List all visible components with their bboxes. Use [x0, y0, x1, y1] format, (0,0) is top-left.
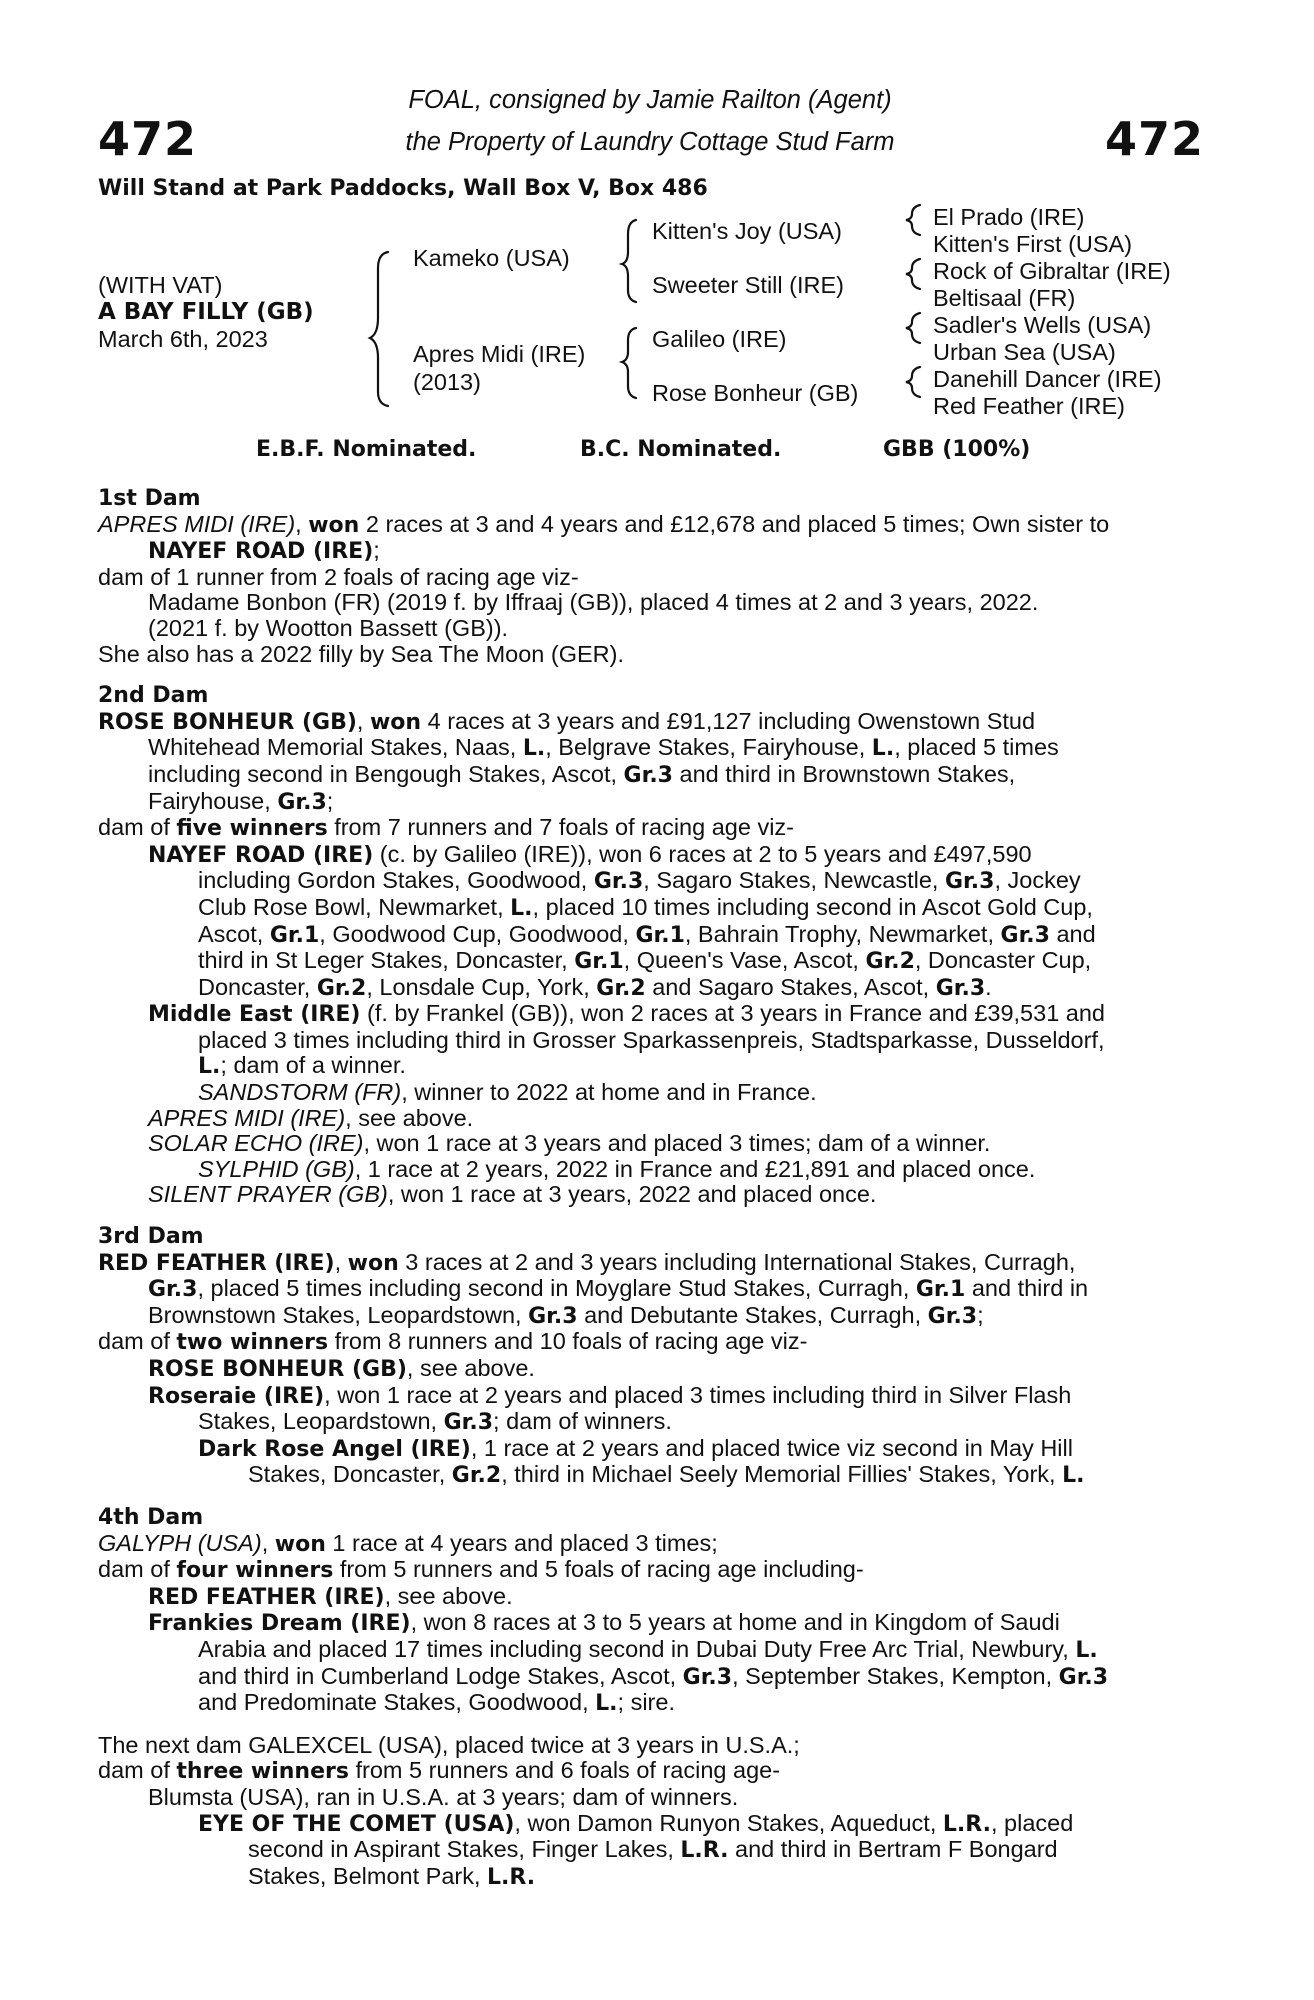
- pedigree-dam-year: (2013): [413, 369, 481, 395]
- consignment-line-1: FOAL, consigned by Jamie Railton (Agent): [408, 86, 892, 114]
- text-run: and Sagaro Stakes, Ascot,: [645, 973, 936, 1000]
- bold-text: won: [347, 1250, 399, 1276]
- record-line: [98, 1690, 1204, 1717]
- record-line: [98, 1637, 1204, 1664]
- pedigree-sire-sire: Kitten's Joy (USA): [652, 218, 842, 244]
- foaling-date: March 6th, 2023: [98, 326, 268, 352]
- bold-text: Gr.3: [682, 1664, 733, 1690]
- text-run: , 1 race at 2 years, 2022 in France and £21,891 and placed once.: [354, 1155, 1036, 1182]
- text-run: ,: [334, 1248, 348, 1275]
- pedigree-dam: Apres Midi (IRE): [413, 341, 586, 367]
- text-run: Club Rose Bowl, Newmarket,: [198, 893, 511, 920]
- text-run: , placed 10 times including second in Ascot Gold Cup,: [532, 893, 1093, 920]
- bold-text: RED FEATHER (IRE): [98, 1250, 335, 1276]
- record-line: [98, 1664, 1204, 1691]
- text-run: (2021 f. by Wootton Bassett (GB)).: [148, 614, 509, 641]
- text-run: ; dam of a winner.: [220, 1052, 406, 1079]
- bold-text: L.R.: [942, 1811, 991, 1837]
- text-run: , Lonsdale Cup, York,: [366, 973, 597, 1000]
- text-run: Arabia and placed 17 times including second in Dubai Duty Free Arc Trial, Newbury,: [198, 1635, 1076, 1662]
- record-line: [98, 1837, 1204, 1864]
- bold-text: EYE OF THE COMET (USA): [198, 1811, 515, 1837]
- bold-text: L.R.: [680, 1838, 729, 1864]
- dam-section: [98, 486, 1204, 667]
- text-run: including second in Bengough Stakes, Ascot,: [148, 760, 624, 787]
- text-run: Madame Bonbon (FR) (2019 f. by Iffraaj (GB)), placed 4 times at 2 and 3 years, 2022.: [148, 589, 1039, 616]
- text-run: , see above.: [406, 1355, 535, 1381]
- bold-text: Gr.3: [1000, 922, 1050, 948]
- record-line: [98, 1157, 1204, 1183]
- text-run: dam of: [98, 1556, 177, 1583]
- record-line: [98, 1531, 1204, 1558]
- record-line: [98, 1001, 1204, 1028]
- text-run: The next dam GALEXCEL (USA), placed twice at 3 years in U.S.A.;: [98, 1731, 800, 1758]
- text-run: dam of: [98, 1328, 177, 1355]
- text-run: Blumsta (USA), ran in U.S.A. at 3 years; dam of winners.: [148, 1783, 739, 1810]
- text-run: , placed 5 times: [894, 734, 1059, 761]
- record-line: [98, 735, 1204, 762]
- bold-text: Frankies Dream (IRE): [148, 1611, 411, 1637]
- record-line: [98, 1610, 1204, 1637]
- pedigree-ggen-3: Rock of Gibraltar (IRE): [933, 258, 1171, 284]
- bold-text: L.: [871, 736, 895, 762]
- text-run: She also has a 2022 filly by Sea The Moon (GER).: [98, 640, 624, 667]
- record-line: [98, 1053, 1204, 1080]
- bold-text: won: [369, 709, 422, 735]
- pedigree-ggen-7: Danehill Dancer (IRE): [933, 366, 1162, 392]
- text-run: third in St Leger Stakes, Doncaster,: [198, 947, 575, 974]
- record-line: [98, 1436, 1204, 1463]
- dam-section: [98, 1224, 1204, 1489]
- bold-text: Gr.3: [623, 762, 673, 788]
- bold-text: Gr.3: [935, 975, 986, 1001]
- record-line: [98, 895, 1204, 922]
- text-run: (f. by Frankel (GB)), won 2 races at 3 years in France and £39,531 and: [360, 1000, 1105, 1027]
- text-run: from 5 runners and 5 foals of racing age including-: [333, 1556, 864, 1583]
- record-line: [98, 565, 1204, 591]
- text-run: , third in Michael Seely Memorial Fillies' Stakes, York,: [501, 1461, 1063, 1488]
- dam-section-heading: 3rd Dam: [98, 1224, 204, 1250]
- pedigree-ggen-1: El Prado (IRE): [933, 204, 1085, 230]
- dam-section-heading: 4th Dam: [98, 1504, 204, 1530]
- text-run: , Queen's Vase, Ascot,: [623, 947, 866, 974]
- text-run: Doncaster,: [198, 973, 317, 1000]
- text-run: Fairyhouse,: [148, 787, 278, 814]
- text-run: second in Aspirant Stakes, Finger Lakes,: [248, 1836, 681, 1863]
- text-run: , Bahrain Trophy, Newmarket,: [684, 920, 1001, 947]
- pedigree-ggen-4: Beltisaal (FR): [933, 285, 1076, 311]
- horse-name: A BAY FILLY (GB): [98, 299, 314, 325]
- text-run: , Goodwood Cup, Goodwood,: [319, 920, 636, 947]
- bold-text: Dark Rose Angel (IRE): [198, 1436, 471, 1462]
- text-run: Whitehead Memorial Stakes, Naas,: [148, 734, 523, 761]
- text-run: and Debutante Stakes, Curragh,: [577, 1301, 928, 1328]
- text-run: , Doncaster Cup,: [914, 947, 1092, 974]
- bold-text: Gr.2: [865, 949, 915, 975]
- italic-text: SILENT PRAYER (GB): [148, 1181, 388, 1208]
- record-line: [98, 709, 1204, 736]
- record-line: [98, 590, 1204, 616]
- record-line: [98, 1383, 1204, 1410]
- bold-text: L.: [1062, 1463, 1085, 1489]
- bold-text: NAYEF ROAD (IRE): [148, 539, 374, 565]
- text-run: dam of: [98, 1757, 177, 1784]
- record-line: [98, 1758, 1204, 1785]
- record-line: [98, 762, 1204, 789]
- text-run: 3 races at 2 and 3 years including International Stakes, Curragh,: [398, 1248, 1076, 1275]
- bold-text: Gr.1: [574, 949, 624, 975]
- record-line: [98, 1028, 1204, 1054]
- bold-text: ROSE BONHEUR (GB): [148, 1357, 407, 1382]
- bold-text: Gr.3: [277, 789, 327, 815]
- italic-text: APRES MIDI (IRE): [148, 1104, 346, 1131]
- dam-record: [98, 486, 1204, 1890]
- bc-nomination: B.C. Nominated.: [580, 437, 782, 462]
- pedigree-ggen-2: Kitten's First (USA): [933, 231, 1133, 257]
- text-run: dam of 1 runner from 2 foals of racing age viz-: [98, 563, 579, 590]
- pedigree-dam-sire: Galileo (IRE): [652, 326, 787, 352]
- record-line: [98, 538, 1204, 565]
- record-line: [98, 1785, 1204, 1811]
- text-run: , Sagaro Stakes, Newcastle,: [643, 867, 945, 894]
- text-run: , Jockey: [994, 867, 1081, 894]
- text-run: from 8 runners and 10 foals of racing age viz-: [328, 1328, 808, 1355]
- record-line: [98, 922, 1204, 949]
- bold-text: Gr.3: [443, 1410, 494, 1436]
- bold-text: L.: [522, 736, 546, 762]
- text-run: , won 1 race at 3 years, 2022 and placed once.: [387, 1181, 877, 1208]
- record-line: [98, 975, 1204, 1002]
- text-run: and Predominate Stakes, Goodwood,: [198, 1689, 596, 1716]
- record-line: [98, 1182, 1204, 1208]
- dam-section: [98, 1733, 1204, 1891]
- text-run: dam of: [98, 814, 177, 841]
- record-line: [98, 1584, 1204, 1611]
- bold-text: Gr.3: [528, 1303, 578, 1329]
- gbb-note: GBB (100%): [883, 437, 1031, 462]
- bold-text: four winners: [176, 1558, 334, 1584]
- italic-text: SOLAR ECHO (IRE): [148, 1130, 364, 1157]
- dam-section: [98, 683, 1204, 1208]
- lot-number-left: 472: [98, 112, 198, 166]
- text-run: ,: [295, 510, 309, 537]
- record-line: [98, 1864, 1204, 1891]
- text-run: Stakes, Belmont Park,: [248, 1862, 488, 1889]
- text-run: from 5 runners and 6 foals of racing age-: [348, 1757, 781, 1784]
- text-run: from 7 runners and 7 foals of racing age viz-: [327, 814, 794, 841]
- bold-text: Gr.1: [635, 922, 685, 948]
- italic-text: APRES MIDI (IRE): [98, 510, 296, 537]
- italic-text: SYLPHID (GB): [198, 1155, 355, 1182]
- dam-section-heading: 2nd Dam: [98, 683, 209, 709]
- bold-text: RED FEATHER (IRE): [148, 1584, 385, 1610]
- text-run: ; dam of winners.: [493, 1408, 672, 1435]
- text-run: and: [1049, 920, 1096, 947]
- bold-text: L.: [595, 1691, 618, 1717]
- bold-text: Gr.3: [1058, 1664, 1109, 1690]
- bold-text: Gr.3: [927, 1303, 978, 1329]
- bold-text: five winners: [176, 816, 328, 842]
- text-run: and third in Cumberland Lodge Stakes, Ascot,: [198, 1662, 683, 1689]
- record-line: [98, 1811, 1204, 1838]
- record-line: [98, 512, 1204, 539]
- text-run: and third in Bertram F Bongard: [728, 1836, 1058, 1863]
- bold-text: three winners: [176, 1759, 349, 1785]
- record-line: [98, 642, 1204, 668]
- dam-section: [98, 1505, 1204, 1717]
- bold-text: L.: [510, 895, 533, 921]
- bold-text: Gr.2: [316, 975, 367, 1001]
- italic-text: GALYPH (USA): [98, 1529, 262, 1556]
- stand-location: Will Stand at Park Paddocks, Wall Box V, Box 486: [98, 176, 708, 201]
- text-run: ; sire.: [617, 1689, 675, 1716]
- bold-text: ROSE BONHEUR (GB): [98, 709, 357, 735]
- record-line: [98, 1557, 1204, 1584]
- italic-text: SANDSTORM (FR): [198, 1079, 402, 1106]
- bold-text: L.: [1075, 1637, 1098, 1663]
- text-run: (c. by Galileo (IRE)), won 6 races at 2 to 5 years and £497,590: [373, 840, 1032, 867]
- text-run: , Belgrave Stakes, Fairyhouse,: [545, 734, 872, 761]
- bold-text: Middle East (IRE): [148, 1002, 361, 1028]
- record-line: [98, 868, 1204, 895]
- bold-text: two winners: [176, 1330, 329, 1356]
- record-line: [98, 1409, 1204, 1436]
- pedigree-dam-dam: Rose Bonheur (GB): [652, 380, 859, 406]
- record-line: [98, 1080, 1204, 1106]
- text-run: , won 8 races at 3 to 5 years at home and in Kingdom of Saudi: [410, 1609, 1060, 1636]
- text-run: , won 1 race at 2 years and placed 3 times including third in Silver Flash: [324, 1381, 1072, 1408]
- text-run: including Gordon Stakes, Goodwood,: [198, 867, 594, 894]
- text-run: Brownstown Stakes, Leopardstown,: [148, 1301, 529, 1328]
- text-run: , won Damon Runyon Stakes, Aqueduct,: [514, 1809, 943, 1836]
- bold-text: Gr.1: [915, 1277, 966, 1303]
- bold-text: Gr.3: [945, 869, 995, 895]
- text-run: ,: [356, 707, 370, 734]
- text-run: , winner to 2022 at home and in France.: [401, 1079, 817, 1106]
- record-line: [98, 789, 1204, 816]
- text-run: ;: [373, 537, 380, 564]
- text-run: 2 races at 3 and 4 years and £12,678 and placed 5 times; Own sister to: [359, 510, 1110, 537]
- text-run: 1 race at 4 years and placed 3 times;: [325, 1529, 718, 1556]
- record-line: [98, 842, 1204, 869]
- text-run: ,: [261, 1529, 275, 1556]
- record-line: [98, 1462, 1204, 1489]
- bold-text: NAYEF ROAD (IRE): [148, 842, 374, 868]
- text-run: and third in Brownstown Stakes,: [672, 760, 1016, 787]
- text-run: , won 1 race at 3 years and placed 3 times; dam of a winner.: [363, 1130, 991, 1157]
- bold-text: Gr.2: [596, 975, 646, 1001]
- vat-note: (WITH VAT): [98, 272, 223, 298]
- bold-text: Roseraie (IRE): [148, 1383, 325, 1409]
- record-line: [98, 1329, 1204, 1356]
- record-line: [98, 948, 1204, 975]
- text-run: , placed 5 times including second in Moyglare Stud Stakes, Curragh,: [197, 1275, 916, 1302]
- consignment-line-2: the Property of Laundry Cottage Stud Farm: [405, 128, 895, 156]
- text-run: Stakes, Doncaster,: [248, 1461, 452, 1488]
- ebf-nomination: E.B.F. Nominated.: [256, 437, 477, 462]
- record-line: [98, 1250, 1204, 1277]
- record-line: [98, 1276, 1204, 1303]
- bold-text: Gr.1: [269, 922, 320, 948]
- pedigree-ggen-6: Urban Sea (USA): [933, 339, 1116, 365]
- bold-text: won: [274, 1531, 326, 1557]
- text-run: .: [985, 973, 992, 1000]
- text-run: ;: [326, 787, 334, 814]
- pedigree-braces: [0, 0, 1314, 420]
- text-run: Stakes, Leopardstown,: [198, 1408, 444, 1435]
- text-run: , placed: [991, 1809, 1074, 1836]
- text-run: , see above.: [384, 1582, 513, 1609]
- lot-number-right: 472: [1104, 112, 1204, 166]
- pedigree-ggen-5: Sadler's Wells (USA): [933, 312, 1152, 338]
- record-line: [98, 1131, 1204, 1157]
- dam-section-heading: 1st Dam: [98, 486, 201, 511]
- bold-text: L.R.: [487, 1864, 536, 1890]
- bold-text: won: [308, 512, 360, 538]
- text-run: ;: [977, 1301, 984, 1328]
- pedigree-sire: Kameko (USA): [413, 245, 570, 271]
- bold-text: L.: [198, 1054, 221, 1080]
- pedigree-sire-dam: Sweeter Still (IRE): [652, 272, 844, 298]
- bold-text: Gr.3: [593, 869, 644, 895]
- text-run: and third in: [965, 1275, 1089, 1302]
- pedigree-ggen-8: Red Feather (IRE): [933, 393, 1125, 419]
- text-run: , see above.: [345, 1104, 474, 1131]
- record-line: [98, 616, 1204, 642]
- bold-text: Gr.2: [451, 1463, 502, 1489]
- text-run: placed 3 times including third in Grosser Sparkassenpreis, Stadtsparkasse, Dusseldorf,: [198, 1026, 1105, 1053]
- record-line: [98, 1356, 1204, 1383]
- record-line: [98, 1733, 1204, 1759]
- text-run: , September Stakes, Kempton,: [732, 1662, 1059, 1689]
- bold-text: Gr.3: [148, 1277, 198, 1303]
- text-run: 4 races at 3 years and £91,127 including Owenstown Stud: [421, 707, 1036, 734]
- record-line: [98, 815, 1204, 842]
- record-line: [98, 1106, 1204, 1132]
- record-line: [98, 1303, 1204, 1330]
- text-run: Ascot,: [198, 920, 270, 947]
- text-run: , 1 race at 2 years and placed twice viz second in May Hill: [470, 1434, 1073, 1461]
